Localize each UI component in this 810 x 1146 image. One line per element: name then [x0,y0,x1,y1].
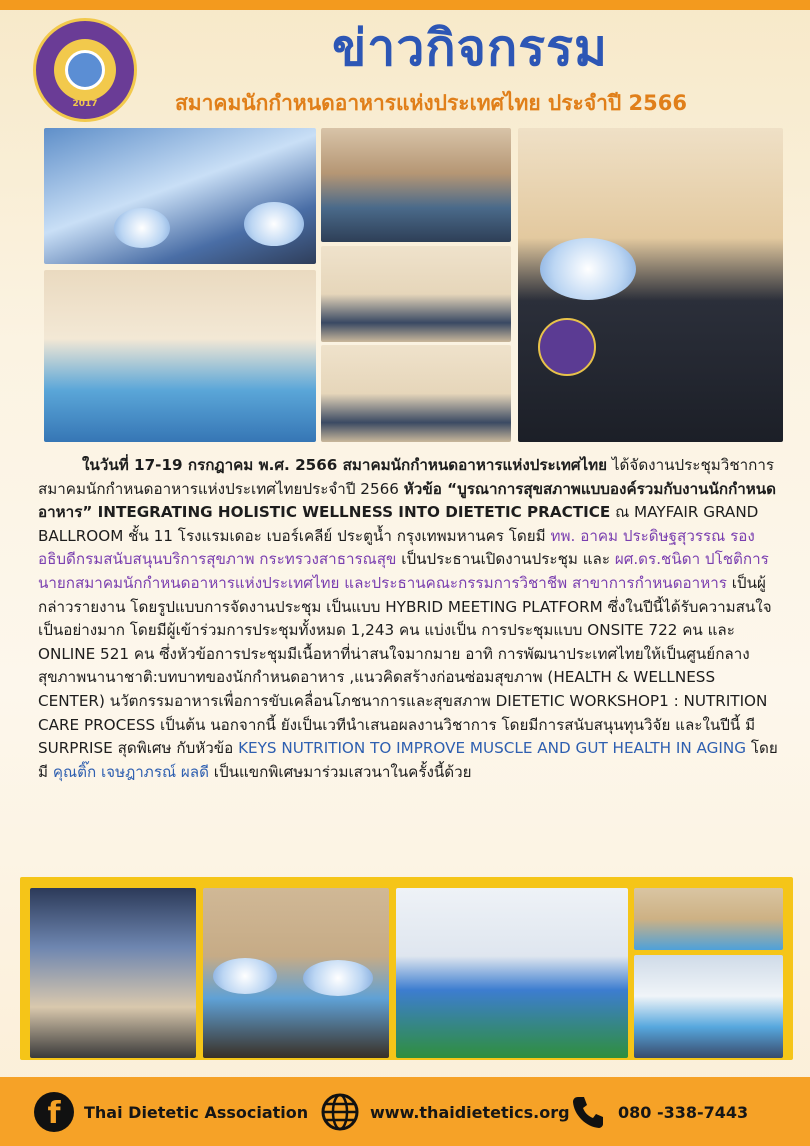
logo-core-icon [65,50,105,90]
podium-badge-icon [538,318,596,376]
footer-facebook[interactable] [34,1092,308,1132]
group-photo [44,270,316,442]
booth-photo [634,888,783,950]
article-reporter: ผศ.ดร.ชนิดา ปโชติการ นายกสมาคมนักกำหนดอาหารแห่งประเทศไทย และประธานคณะกรรมการวิชาชีพ สาขาการกำหนดอาหาร [38,550,769,592]
article-text: ได้จัดงานประชุมวิชาการสมาคมนักกำหนดอาหารแห่งประเทศไทยประจำปี 2566 [38,456,775,498]
footer-website[interactable] [320,1092,570,1132]
article-body [38,454,780,784]
article-text: เป็นแขกพิเศษมาร่วมเสวนาในครั้งนี้ด้วย [208,762,472,781]
article-topic: หัวข้อ “บูรณาการสุขสภาพแบบองค์รวมกับงานนักกำหนดอาหาร” INTEGRATING HOLISTIC WELLNESS INTO DIETETIC PRACTICE [38,479,777,522]
facebook-label: Thai Dietetic Association [84,1102,309,1122]
audience-photo [321,128,511,242]
globe-icon [320,1092,360,1132]
flower-decoration-icon [540,238,636,300]
article-special-topic: KEYS NUTRITION TO IMPROVE MUSCLE AND GUT HEALTH IN AGING [238,739,747,758]
footer-phone[interactable] [570,1092,748,1132]
exhibition-photo [634,955,783,1058]
two-speakers-photo [203,888,389,1058]
page-subtitle: สมาคมนักกำหนดอาหารแห่งประเทศไทย ประจำปี 2566 [174,91,688,115]
logo-emblem-icon [54,39,116,101]
award-photo-2 [321,345,511,442]
flower-decoration-icon [244,202,304,246]
speaker-at-podium-photo [44,128,316,264]
phone-icon [570,1094,606,1130]
flower-decoration-icon [303,960,373,996]
award-photo-1 [321,246,511,342]
poster-group-photo [396,888,628,1058]
facebook-icon: f [34,1092,74,1132]
phone-label: 080 -338-7443 [618,1102,749,1122]
top-accent-strip [0,0,810,10]
page-title: ข่าวกิจกรรม [332,19,608,77]
article-text: ณ MAYFAIR GRAND BALLROOM ชั้น 11 โรงแรมเดอะ เบอร์เคลีย์ ประตูน้ำ กรุงเทพมหานคร โดยมี [38,503,759,545]
website-label: www.thaidietetics.org [370,1102,570,1122]
panel-discussion-photo [30,888,196,1058]
flower-decoration-icon [114,208,170,248]
article-chairperson: ทพ. อาคม ประดิษฐสุวรรณ รองอธิบดีกรมสนับสนุนบริการสุขภาพ กระทรวงสาธารณสุข [38,526,755,569]
article-special-guest: คุณติ๊ก เจษฎาภรณ์ ผลดี [52,762,209,781]
flower-decoration-icon [213,958,277,994]
article-text: โดยมี [38,739,778,781]
presenter-at-podium-photo [518,128,783,442]
article-date-org: ในวันที่ 17-19 กรกฎาคม พ.ศ. 2566 สมาคมนักกำหนดอาหารแห่งประเทศไทย [82,456,608,474]
association-logo [33,18,137,122]
article-text: เป็นประธานเปิดงานประชุม และ [396,550,615,569]
footer-bar [0,1077,810,1146]
article-paragraph [38,454,780,784]
logo-year: 2017 [72,99,98,109]
article-text: เป็นผู้กล่าวรายงาน โดยรูปแบบการจัดงานประชุม เป็นแบบ HYBRID MEETING PLATFORM ซึ่งในปีนี้ได้รับความสนใจเป็นอย่างมาก โดยมีผู้เข้าร่วมการประชุมทั้งหมด 1,243 คน แบ่งเป็น การประชุมแบบ ONSITE 722 คน และ ONLINE 521 คน ซึ่งหัวข้อการประชุมมีเนื้อหาที่น่าสนใจมากมาย อาทิ การพัฒนาประเทศไทยให้เป็นศูนย์กลางสุขภาพนานาชาติ:บทบาทของนักกำหนดอาหาร ,แนวคิดสร้างก่อนซ่อมสุขภาพ (HEALTH & WELLNESS CENTER) นวัตกรรมอาหารเพื่อการขับเคลื่อนโภชนาการและสุขสภาพ DIETETIC WORKSHOP1 : NUTRITION CARE PROCESS เป็นต้น นอกจากนี้ ยังเป็นเวทีนำเสนอผลงานวิชาการ โดยมีการสนับสนุนทุนวิจัย และในปีนี้ มี SURPRISE สุดพิเศษ กับหัวข้อ [38,573,772,758]
